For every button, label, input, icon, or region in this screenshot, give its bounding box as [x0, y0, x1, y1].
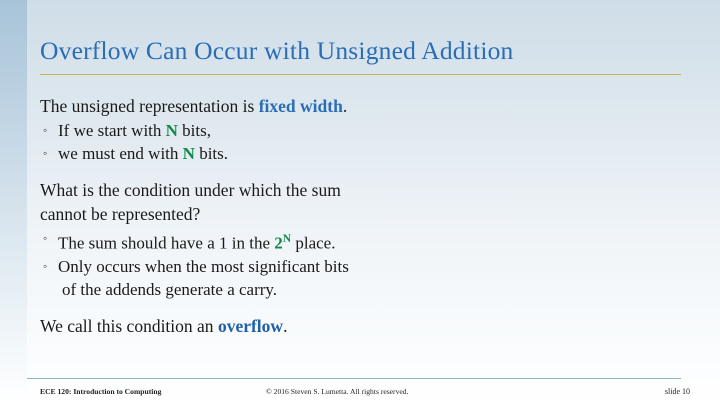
- bullet-item-3-text-c: place.: [291, 233, 336, 253]
- body-line-1-emphasis: fixed width: [258, 96, 343, 116]
- bullet-item-3-text-a: The sum should have a 1 in the: [58, 233, 275, 253]
- bullet-item-2-text-c: bits.: [194, 144, 228, 163]
- footer-slide-number: slide 10: [664, 387, 690, 396]
- bullet-dot-icon: ◦: [43, 231, 48, 245]
- body-line-4-text-a: We call this condition an: [40, 315, 218, 336]
- bullet-dot-icon: ◦: [43, 123, 48, 137]
- footer-course-label: ECE 120: Introduction to Computing: [40, 387, 162, 396]
- slide-footer: [0, 385, 720, 405]
- bullet-item-1: [40, 119, 685, 142]
- body-line-3: cannot be represented?: [40, 204, 201, 224]
- body-line-2: What is the condition under which the sum: [40, 180, 341, 200]
- body-line-1-text-c: .: [342, 96, 348, 116]
- bullet-item-3-power-base: 2: [274, 233, 283, 253]
- bullet-item-2-text-a: we must end with: [58, 144, 183, 163]
- bullet-item-4-text-b: of the addends generate a carry.: [62, 279, 278, 299]
- bullet-item-1-variable: N: [165, 121, 178, 140]
- body-line-4-emphasis: overflow: [217, 315, 284, 336]
- slide-body: [40, 95, 685, 339]
- title-underline-rule: [40, 74, 681, 75]
- bullet-item-2-variable: N: [182, 144, 195, 163]
- bullet-dot-icon: ◦: [43, 146, 48, 160]
- bullet-item-4-text-a: Only occurs when the most significant bits: [58, 256, 349, 276]
- body-line-4: [40, 315, 685, 338]
- bullet-dot-icon: ◦: [43, 258, 48, 273]
- page-title: Overflow Can Occur with Unsigned Addition: [40, 36, 514, 65]
- bullet-item-3: [40, 227, 685, 255]
- bullet-item-2: [40, 142, 685, 165]
- footer-divider: [27, 378, 681, 379]
- slide-left-accent-bar: [0, 0, 27, 405]
- bullet-item-1-text-c: bits,: [177, 121, 211, 140]
- bullet-item-4: [40, 255, 685, 301]
- footer-copyright: © 2016 Steven S. Lumetta. All rights reserved.: [266, 387, 409, 396]
- body-line-1-text-a: The unsigned representation is: [40, 96, 259, 116]
- bullet-item-3-power-exponent: N: [282, 232, 292, 245]
- body-line-4-text-c: .: [283, 315, 288, 336]
- bullet-item-1-text-a: If we start with: [58, 121, 166, 140]
- body-line-1: [40, 95, 685, 118]
